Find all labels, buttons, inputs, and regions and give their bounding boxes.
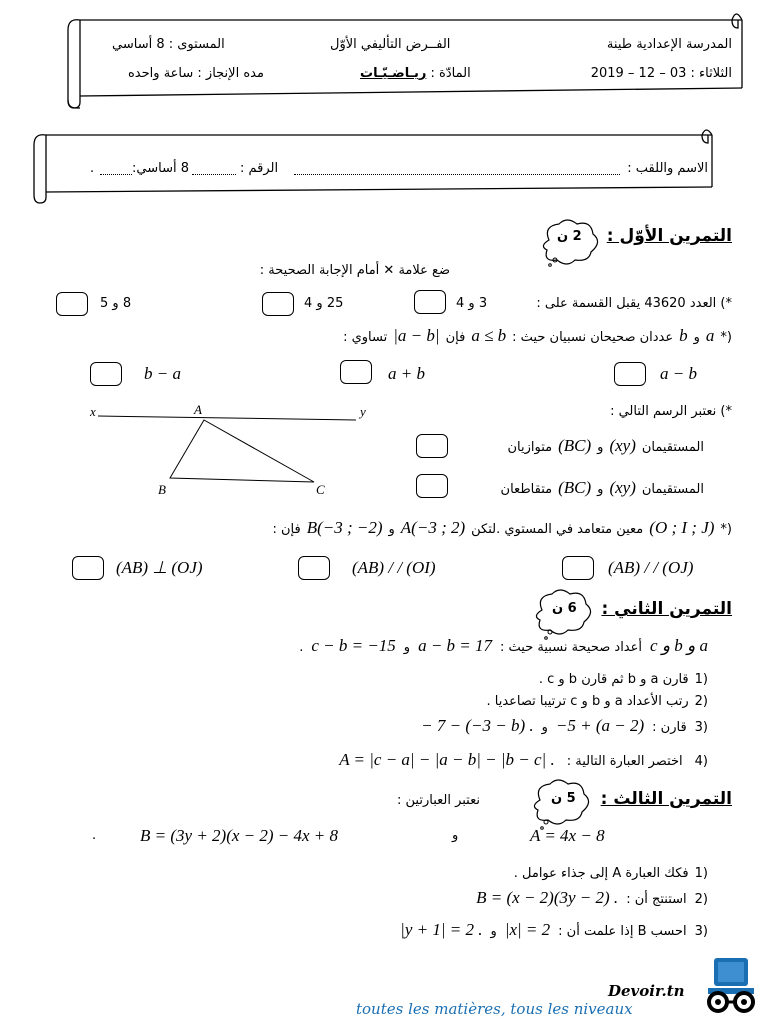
ex1-q3-option-1 — [507, 436, 704, 456]
ex1-points: 2 ن — [557, 229, 582, 244]
student-name-label: الاسم واللقب : — [627, 161, 708, 176]
ex2-intro — [299, 636, 708, 656]
ex3-q3-cond2: |y + 1| = 2 . — [400, 920, 483, 939]
ex1-q3-opt2-pre: المستقيمان — [641, 482, 704, 497]
footer-brand: Devoir.tn — [608, 982, 685, 1000]
duration-text: مده الإنجاز : ساعة واحده — [128, 66, 264, 81]
ex1-q3-opt1-pre: المستقيمان — [641, 440, 704, 455]
ex1-q3-checkbox-2[interactable] — [416, 474, 448, 498]
ex3-end: . — [92, 828, 97, 843]
ex1-q4-point-a: A(−3 ; 2) — [400, 518, 466, 537]
ex1-q4-option-3: (AB) ⊥ (OJ) — [116, 558, 203, 577]
ex1-q2-var-a: a — [705, 326, 715, 345]
ex2-q3-label: قارن : — [652, 720, 687, 735]
ex3-q3-and: و — [490, 924, 497, 939]
ex1-q2-option-2: a + b — [388, 364, 425, 383]
ex2-q1-num: 1) — [694, 672, 708, 687]
ex3-q1-text: فكك العبارة A إلى جذاء عوامل . — [513, 866, 689, 881]
ex2-q2-text: رتب الأعداد a و b و c ترتيبا تصاعديا . — [486, 694, 689, 709]
ex2-intro-end: . — [299, 640, 304, 655]
ex3-q2-label: استنتج أن : — [626, 892, 687, 907]
ex2-q2-num: 2) — [694, 694, 708, 709]
ex1-q3-opt2-and: و — [597, 482, 604, 497]
ex3-q1-num: 1) — [694, 866, 708, 881]
ex2-intro-vars: a و b و c — [650, 636, 708, 655]
ex3-q3-cond1: |x| = 2 — [504, 920, 551, 939]
footer-slogan: toutes les matières, tous les niveaux — [356, 1000, 633, 1018]
ex3-q2-expr: B = (x − 2)(3y − 2) . — [476, 888, 619, 907]
ex1-q2-option-3: b − a — [144, 364, 181, 383]
ex1-q4-checkbox-2[interactable] — [298, 556, 330, 580]
ex1-q2-and: و — [693, 330, 700, 345]
ex1-q2-checkbox-3[interactable] — [90, 362, 122, 386]
triangle-abc — [170, 420, 314, 482]
fig-label-y: y — [360, 404, 366, 419]
line-xy — [98, 416, 356, 420]
subject-label: المادّة : — [430, 66, 471, 81]
ex2-q4 — [339, 750, 708, 770]
ex1-q1-checkbox-a[interactable] — [414, 290, 446, 314]
ex3-q3 — [400, 920, 708, 940]
ex2-points: 6 ن — [552, 601, 577, 616]
ex1-q3-figure — [84, 400, 374, 500]
ex1-q2-equals: تساوي : — [343, 330, 388, 345]
fig-label-b: B — [158, 482, 166, 497]
student-class-label: 8 أساسي: — [132, 161, 189, 176]
fig-label-c: C — [316, 482, 325, 497]
ex3-points: 5 ن — [551, 791, 576, 806]
ex2-q3-num: 3) — [694, 720, 708, 735]
ex1-q3-opt2-m2: (BC) — [558, 478, 592, 497]
subject-line — [360, 66, 471, 81]
ex3-and: و — [452, 828, 459, 843]
ex1-q2-checkbox-2[interactable] — [340, 360, 372, 384]
level-text: المستوى : 8 أساسي — [112, 37, 225, 52]
ex1-q4-checkbox-1[interactable] — [562, 556, 594, 580]
ex1-q3-opt1-post: متوازيان — [507, 440, 553, 455]
exam-title: الفــرض التأليفي الأوّل — [330, 37, 451, 52]
fig-label-x: x — [90, 404, 96, 419]
ex1-q2-prefix: *) — [720, 330, 732, 345]
ex2-q4-expr: A = |c − a| − |a − b| − |b − c| . — [339, 750, 555, 769]
ex1-q2-checkbox-1[interactable] — [614, 362, 646, 386]
ex1-q4-option-1: (AB) / / (OJ) — [608, 558, 694, 577]
ex1-q2-line — [343, 326, 732, 346]
ex1-q2-then: فإن — [445, 330, 466, 345]
ex2-q4-text: اختصر العبارة التالية : — [566, 754, 683, 769]
ex1-q3-checkbox-1[interactable] — [416, 434, 448, 458]
ex1-q2-condition: a ≤ b — [471, 326, 507, 345]
subject-name: ريـاضـيّـات — [360, 66, 427, 81]
ex3-q3-num: 3) — [694, 924, 708, 939]
ex2-q3-and: و — [541, 720, 548, 735]
ex2-q1 — [539, 672, 708, 687]
ex1-q2-var-b: b — [679, 326, 688, 345]
ex1-q1-text: *) العدد 43620 يقبل القسمة على : — [536, 296, 732, 311]
ex2-q3-expr1: −5 + (a − 2) — [555, 716, 645, 735]
ex1-q4-frame: (O ; I ; J) — [649, 518, 715, 537]
ex1-instruction: ضع علامة ✕ أمام الإجابة الصحيحة : — [259, 263, 450, 278]
ex1-q2-text: عددان صحيحان نسبيان حيث : — [512, 330, 674, 345]
ex3-q1 — [514, 866, 708, 881]
ex1-q1-option-a: 3 و 4 — [456, 296, 488, 311]
ex1-q3-opt2-post: متقاطعان — [500, 482, 553, 497]
ex1-q2-abs: |a − b| — [393, 326, 440, 345]
ex3-expr-a: A = 4x − 8 — [530, 826, 605, 845]
ex3-title: التمرين الثالث : — [600, 789, 732, 809]
ex1-q4-prefix: *) — [720, 522, 732, 537]
ex2-q3 — [421, 716, 708, 736]
ex3-q2 — [476, 888, 708, 908]
ex1-q3-opt1-m1: (xy) — [609, 436, 636, 455]
ex1-q4-point-b: B(−3 ; −2) — [306, 518, 383, 537]
ex1-q3-text: *) نعتبر الرسم التالي : — [610, 404, 732, 419]
ex2-q2 — [486, 694, 708, 709]
ex1-q1-checkbox-c[interactable] — [56, 292, 88, 316]
ex2-q4-num: 4) — [694, 754, 708, 769]
ex1-q3-opt2-m1: (xy) — [609, 478, 636, 497]
ex3-q2-num: 2) — [694, 892, 708, 907]
ex1-q4-checkbox-3[interactable] — [72, 556, 104, 580]
ex1-q4-and: و — [388, 522, 395, 537]
student-name-field[interactable] — [294, 174, 620, 175]
ex2-intro-eq2: c − b = −15 — [311, 636, 396, 655]
ex1-q3-opt1-and: و — [597, 440, 604, 455]
ex2-title: التمرين الثاني : — [601, 599, 732, 619]
ex1-q4-line — [272, 518, 732, 538]
ex2-intro-and: و — [403, 640, 411, 655]
student-number-label: الرقم : — [240, 161, 279, 176]
student-end-dot: . — [90, 161, 95, 176]
fig-label-a: A — [194, 402, 202, 417]
ex1-q4-text: معين متعامد في المستوي .لتكن — [471, 522, 644, 537]
exam-date: الثلاثاء : 03 – 12 – 2019 — [590, 66, 732, 81]
ex1-q4-then: فإن : — [272, 522, 301, 537]
logo-glasses-icon — [700, 952, 762, 1022]
ex1-q3-opt1-m2: (BC) — [558, 436, 592, 455]
ex2-q3-expr2: − 7 − (−3 − b) . — [421, 716, 534, 735]
ex1-q3-option-2 — [501, 478, 704, 498]
ex1-q1-option-b: 25 و 4 — [304, 296, 344, 311]
ex1-q2-option-1: a − b — [660, 364, 697, 383]
scroll-frames — [0, 0, 768, 220]
student-class-field[interactable] — [100, 174, 132, 175]
ex2-intro-eq1: a − b = 17 — [418, 636, 493, 655]
school-name: المدرسة الإعدادية طينة — [606, 37, 732, 52]
ex2-q1-text: قارن a و b ثم قارن b و c . — [538, 672, 689, 687]
ex1-q1-checkbox-b[interactable] — [262, 292, 294, 316]
ex3-q3-label: احسب B إذا علمت أن : — [558, 924, 687, 939]
ex1-q1-option-c: 8 و 5 — [100, 296, 132, 311]
ex1-q4-option-2: (AB) / / (OI) — [352, 558, 436, 577]
ex1-title: التمرين الأوّل : — [606, 226, 732, 246]
ex2-intro-text: أعداد صحيحة نسبية حيث : — [500, 640, 643, 655]
ex3-intro: نعتبر العبارتين : — [397, 793, 480, 808]
ex3-expr-b: B = (3y + 2)(x − 2) − 4x + 8 — [140, 826, 339, 845]
student-number-field[interactable] — [192, 174, 236, 175]
